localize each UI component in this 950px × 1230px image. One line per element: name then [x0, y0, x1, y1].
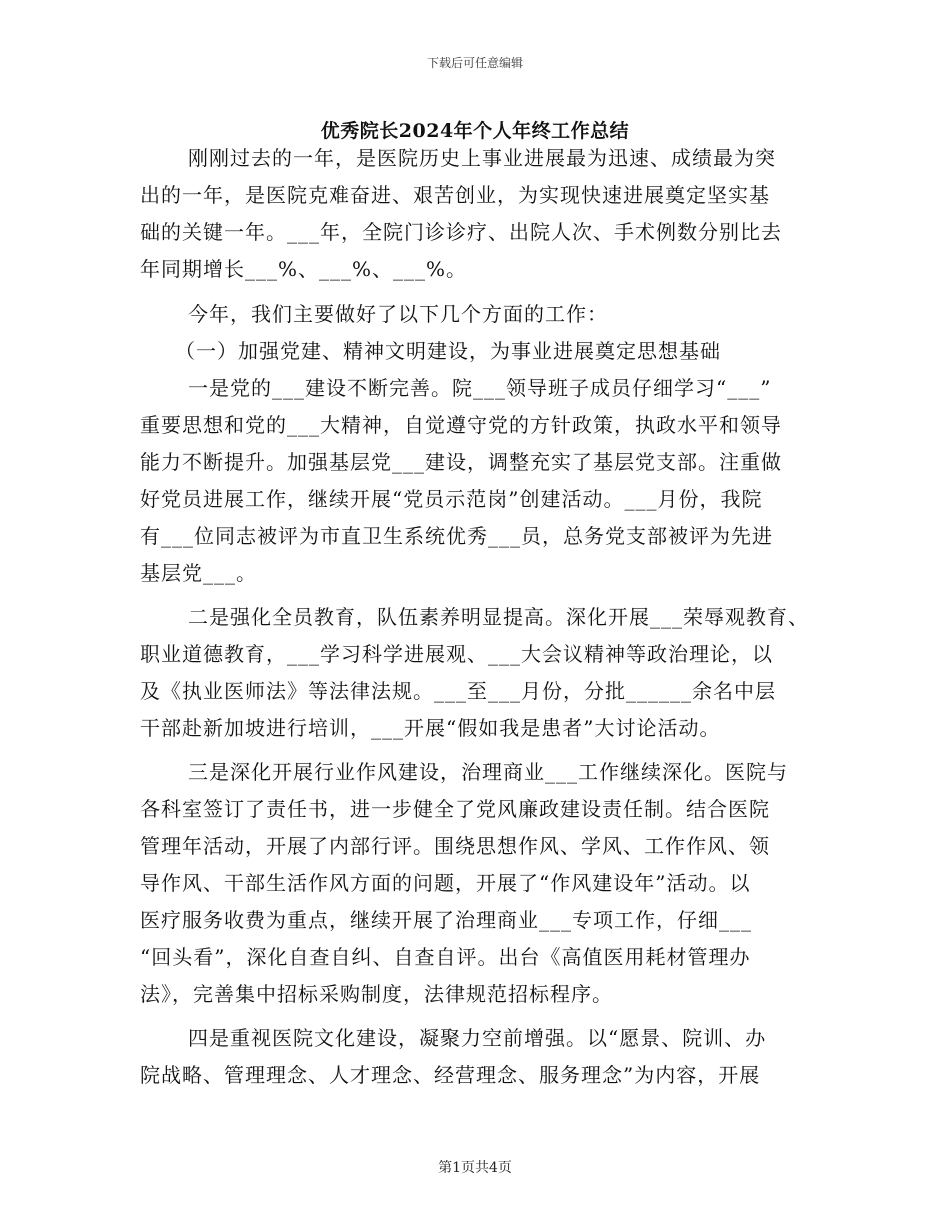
body-line: 四是重视医院文化建设，凝聚力空前增强。以“愿景、院训、办 [188, 1026, 767, 1050]
body-line: 能力不断提升。加强基层党___建设，调整充实了基层党支部。注重做 [140, 450, 782, 474]
body-line: 二是强化全员教育，队伍素养明显提高。深化开展___荣辱观教育、 [188, 605, 809, 629]
body-line: 三是深化开展行业作风建设，治理商业___工作继续深化。医院与 [188, 760, 788, 784]
body-line: 今年，我们主要做好了以下几个方面的工作： [188, 302, 608, 326]
body-line: 有___位同志被评为市直卫生系统优秀___员，总务党支部被评为先进 [140, 524, 773, 548]
body-line: 好党员进展工作，继续开展“党员示范岗”创建活动。___月份，我院 [140, 487, 763, 511]
body-line: 一是党的___建设不断完善。院___领导班子成员仔细学习“___” [188, 376, 772, 400]
page-number: 第1页共4页 [438, 1160, 512, 1176]
body-line: 各科室签订了责任书，进一步健全了党风廉政建设责任制。结合医院 [140, 797, 770, 821]
body-line: 年同期增长___%、___%、___%。 [140, 257, 468, 281]
body-line: 出的一年，是医院克难奋进、艰苦创业，为实现快速进展奠定坚实基 [140, 183, 770, 207]
body-line: 础的关键一年。___年，全院门诊诊疗、出院人次、手术例数分别比去 [140, 220, 782, 244]
body-line: 导作风、干部生活作风方面的问题，开展了“作风建设年”活动。以 [140, 871, 751, 895]
document-title: 优秀院长2024年个人年终工作总结 [320, 120, 630, 142]
body-line: 重要思想和党的___大精神，自觉遵守党的方针政策，执政水平和领导 [140, 413, 782, 437]
body-line: 医疗服务收费为重点，继续开展了治理商业___专项工作，仔细___ [140, 908, 752, 932]
body-line: 职业道德教育，___学习科学进展观、___大会议精神等政治理论，以 [140, 642, 773, 666]
body-line: 基层党___。 [140, 561, 257, 585]
page-header-note: 下载后可任意编辑 [426, 56, 523, 70]
body-line: 法》，完善集中招标采购制度，法律规范招标程序。 [140, 982, 613, 1006]
section-heading: （一）加强党建、精神文明建设，为事业进展奠定思想基础 [175, 339, 721, 363]
body-line: 干部赴新加坡进行培训，___开展“假如我是患者”大讨论活动。 [140, 716, 721, 740]
body-line: 管理年活动，开展了内部行评。围绕思想作风、学风、工作作风、领 [140, 834, 770, 858]
body-line: 院战略、管理理念、人才理念、经营理念、服务理念”为内容，开展 [140, 1063, 761, 1087]
body-line: 及《执业医师法》等法律法规。___至___月份，分批______余名中层 [140, 679, 776, 703]
body-line: “回头看”，深化自查自纠、自查自评。出台《高值医用耗材管理办 [140, 945, 751, 969]
body-line: 刚刚过去的一年，是医院历史上事业进展最为迅速、成绩最为突 [188, 146, 776, 170]
